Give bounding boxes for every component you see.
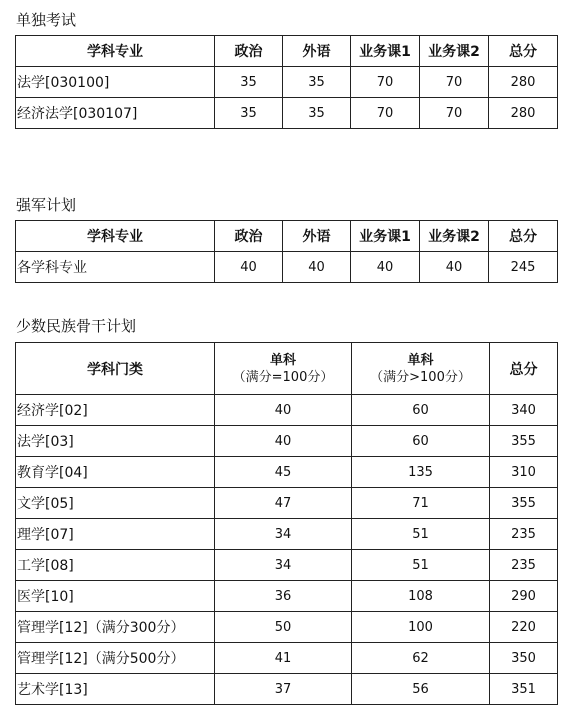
table-cell: 70 (420, 67, 489, 98)
header-line: （满分>100分） (370, 369, 471, 385)
header-cell-single-100 (215, 343, 352, 395)
table-cell: 220 (490, 612, 558, 643)
table-cell: 理学[07] (16, 519, 215, 550)
table-cell: 经济学[02] (16, 395, 215, 426)
table-cell: 管理学[12]（满分500分） (16, 643, 215, 674)
table-cell: 40 (215, 252, 283, 283)
table-cell: 235 (490, 519, 558, 550)
table-cell: 245 (489, 252, 558, 283)
table-cell: 35 (283, 98, 351, 129)
table-cell: 40 (420, 252, 489, 283)
table-cell: 工学[08] (16, 550, 215, 581)
table-cell: 51 (352, 550, 490, 581)
table-cell: 40 (283, 252, 351, 283)
header-cell: 政治 (215, 36, 283, 67)
table-cell: 40 (215, 395, 352, 426)
table-header-row (16, 36, 558, 67)
table-cell: 文学[05] (16, 488, 215, 519)
table-cell: 35 (215, 67, 283, 98)
minority-plan-table (15, 342, 558, 705)
header-cell-single-over-100 (352, 343, 490, 395)
military-plan-table (15, 220, 558, 283)
header-cell: 总分 (489, 221, 558, 252)
table-cell: 290 (490, 581, 558, 612)
header-cell: 业务课1 (351, 221, 420, 252)
header-cell-total: 总分 (490, 343, 558, 395)
header-cell: 外语 (283, 36, 351, 67)
header-line: （满分=100分） (232, 369, 334, 385)
table-row (16, 395, 558, 426)
section-title-military-plan: 强军计划 (16, 196, 77, 214)
header-cell: 政治 (215, 221, 283, 252)
table-cell: 管理学[12]（满分300分） (16, 612, 215, 643)
table-cell: 41 (215, 643, 352, 674)
minority-table-body (16, 395, 558, 705)
table-row (16, 457, 558, 488)
header-cell: 业务课2 (420, 36, 489, 67)
table-cell: 135 (352, 457, 490, 488)
table-cell: 340 (490, 395, 558, 426)
table-cell: 60 (352, 426, 490, 457)
table-cell: 教育学[04] (16, 457, 215, 488)
table-cell: 47 (215, 488, 352, 519)
table-cell: 法学[03] (16, 426, 215, 457)
table-cell: 经济法学[030107] (16, 98, 215, 129)
table-row (16, 252, 558, 283)
table-row (16, 612, 558, 643)
table-cell: 235 (490, 550, 558, 581)
header-line: 单科 (407, 352, 434, 368)
table-cell: 70 (351, 98, 420, 129)
table-cell: 医学[10] (16, 581, 215, 612)
table-cell: 351 (490, 674, 558, 705)
table-row (16, 488, 558, 519)
table-cell: 37 (215, 674, 352, 705)
table-row (16, 519, 558, 550)
table-row (16, 581, 558, 612)
table-cell: 310 (490, 457, 558, 488)
table-cell: 法学[030100] (16, 67, 215, 98)
table-cell: 35 (215, 98, 283, 129)
table-cell: 108 (352, 581, 490, 612)
table-row (16, 674, 558, 705)
table-cell: 280 (489, 67, 558, 98)
header-cell-category: 学科门类 (16, 343, 215, 395)
table-cell: 355 (490, 488, 558, 519)
table-cell: 51 (352, 519, 490, 550)
table-cell: 34 (215, 519, 352, 550)
section-title-minority-plan: 少数民族骨干计划 (16, 317, 137, 335)
table-cell: 艺术学[13] (16, 674, 215, 705)
table-cell: 50 (215, 612, 352, 643)
header-cell: 外语 (283, 221, 351, 252)
table-cell: 35 (283, 67, 351, 98)
table-cell: 40 (215, 426, 352, 457)
table-cell: 40 (351, 252, 420, 283)
header-cell: 学科专业 (16, 221, 215, 252)
table-header-row (16, 221, 558, 252)
table-cell: 70 (351, 67, 420, 98)
header-line: 单科 (269, 352, 296, 368)
table-row (16, 67, 558, 98)
table-cell: 350 (490, 643, 558, 674)
table-cell: 34 (215, 550, 352, 581)
header-cell: 业务课2 (420, 221, 489, 252)
table-cell: 45 (215, 457, 352, 488)
header-cell: 总分 (489, 36, 558, 67)
table-cell: 280 (489, 98, 558, 129)
table-cell: 62 (352, 643, 490, 674)
table-row (16, 98, 558, 129)
table-cell: 56 (352, 674, 490, 705)
table-cell: 60 (352, 395, 490, 426)
header-cell: 业务课1 (351, 36, 420, 67)
table-cell: 355 (490, 426, 558, 457)
table-cell: 70 (420, 98, 489, 129)
table-row (16, 426, 558, 457)
table-row (16, 643, 558, 674)
table-cell: 36 (215, 581, 352, 612)
section-title-separate-exam: 单独考试 (16, 11, 77, 29)
table-cell: 71 (352, 488, 490, 519)
table-cell: 各学科专业 (16, 252, 215, 283)
table-row (16, 550, 558, 581)
separate-exam-table (15, 35, 558, 129)
header-cell: 学科专业 (16, 36, 215, 67)
table-header-row (16, 343, 558, 395)
table-cell: 100 (352, 612, 490, 643)
